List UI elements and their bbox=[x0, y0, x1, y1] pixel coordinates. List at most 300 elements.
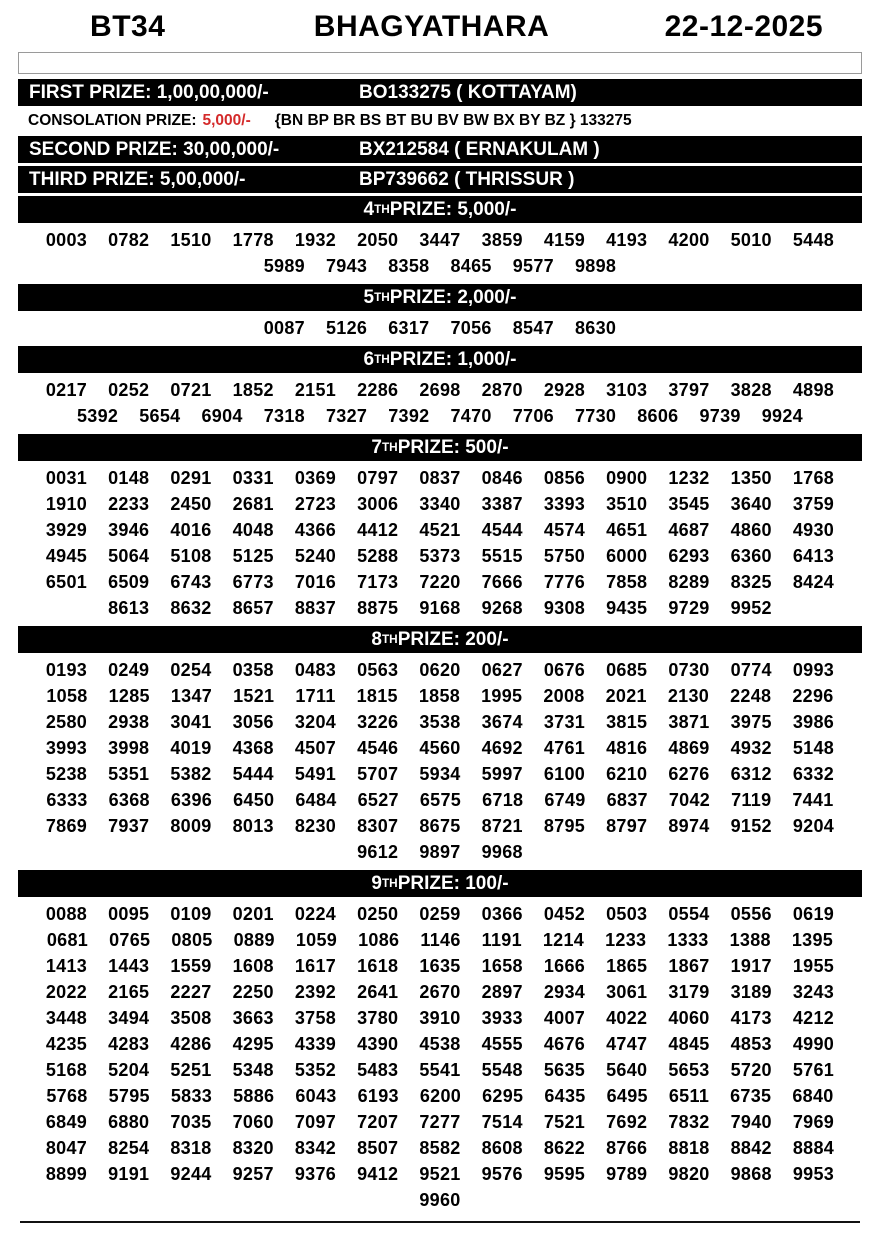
prize-number: 1815 bbox=[356, 686, 398, 706]
prize-number: 6368 bbox=[108, 790, 150, 810]
prize-number: 2286 bbox=[357, 380, 399, 400]
prize-number: 5148 bbox=[792, 738, 835, 758]
prize-number: 4507 bbox=[294, 738, 337, 758]
prize-number: 3393 bbox=[543, 494, 586, 514]
tier-header-4th: 4 TH PRIZE: 5,000/- bbox=[18, 196, 862, 223]
prize-number: 7776 bbox=[543, 572, 586, 592]
prize-number: 2450 bbox=[170, 494, 212, 514]
prize-number: 0900 bbox=[606, 468, 648, 488]
prize-number: 2580 bbox=[45, 712, 88, 732]
prize-number: 0249 bbox=[108, 660, 150, 680]
prize-number: 8325 bbox=[730, 572, 772, 592]
prize-number: 6396 bbox=[170, 790, 213, 810]
tier-header-9th: 9 TH PRIZE: 100/- bbox=[18, 870, 862, 897]
prize-number: 4538 bbox=[419, 1034, 461, 1054]
prize-number: 8630 bbox=[575, 318, 617, 338]
prize-number: 4687 bbox=[668, 520, 710, 540]
prize-number: 1711 bbox=[295, 686, 336, 706]
prize-number: 8675 bbox=[419, 816, 461, 836]
prize-number: 9204 bbox=[792, 816, 835, 836]
prize-number: 5382 bbox=[170, 764, 212, 784]
prize-number: 0109 bbox=[170, 904, 212, 924]
prize-number: 0291 bbox=[170, 468, 212, 488]
bottom-divider bbox=[20, 1221, 860, 1223]
prize-number: 1146 bbox=[420, 930, 461, 950]
prize-number: 4286 bbox=[170, 1034, 212, 1054]
prize-number: 8318 bbox=[170, 1138, 212, 1158]
prize-number: 0366 bbox=[481, 904, 523, 924]
number-row bbox=[18, 1109, 862, 1135]
prize-number: 2897 bbox=[481, 982, 523, 1002]
prize-number: 7940 bbox=[730, 1112, 772, 1132]
prize-number: 4193 bbox=[606, 230, 648, 250]
number-row bbox=[18, 517, 862, 543]
number-row bbox=[18, 1135, 862, 1161]
number-row bbox=[18, 403, 862, 429]
prize-number: 0193 bbox=[45, 660, 88, 680]
prize-number: 5541 bbox=[419, 1060, 461, 1080]
prize-number: 1858 bbox=[418, 686, 461, 706]
prize-number: 5654 bbox=[139, 406, 181, 426]
prize-number: 2250 bbox=[232, 982, 274, 1002]
prize-number: 2641 bbox=[357, 982, 399, 1002]
prize-number: 9924 bbox=[761, 406, 803, 426]
prize-number: 1443 bbox=[108, 956, 150, 976]
prize-number: 1635 bbox=[419, 956, 461, 976]
prize-number: 5768 bbox=[46, 1086, 88, 1106]
number-row bbox=[18, 377, 862, 403]
prize-number: 0483 bbox=[294, 660, 337, 680]
prize-number: 3006 bbox=[357, 494, 399, 514]
prize-number: 0252 bbox=[108, 380, 150, 400]
prize-number: 3993 bbox=[45, 738, 88, 758]
prize-number: 1932 bbox=[294, 230, 337, 250]
prize-number: 4412 bbox=[357, 520, 399, 540]
number-row bbox=[18, 1187, 862, 1213]
number-row bbox=[18, 761, 862, 787]
prize-number: 5548 bbox=[481, 1060, 523, 1080]
prize-number: 8465 bbox=[450, 256, 492, 276]
prize-number: 1086 bbox=[358, 930, 400, 950]
prize-number: 0620 bbox=[419, 660, 461, 680]
prize-number: 4048 bbox=[232, 520, 274, 540]
prize-number: 4845 bbox=[668, 1034, 710, 1054]
prize-number: 3447 bbox=[419, 230, 461, 250]
prize-number: 1865 bbox=[606, 956, 648, 976]
prize-number: 9739 bbox=[699, 406, 741, 426]
prize-number: 0782 bbox=[108, 230, 150, 250]
prize-number: 2723 bbox=[294, 494, 337, 514]
prize-number: 6360 bbox=[730, 546, 772, 566]
prize-number: 5515 bbox=[481, 546, 523, 566]
prize-number: 7730 bbox=[575, 406, 617, 426]
tier-numbers-5th bbox=[18, 314, 862, 343]
prize-number: 8358 bbox=[388, 256, 430, 276]
prize-number: 3041 bbox=[170, 712, 212, 732]
prize-number: 9577 bbox=[512, 256, 554, 276]
prize-number: 4173 bbox=[730, 1008, 772, 1028]
prize-number: 5491 bbox=[294, 764, 337, 784]
prize-number: 9612 bbox=[357, 842, 399, 862]
number-row bbox=[18, 315, 862, 341]
prize-number: 5392 bbox=[77, 406, 119, 426]
prize-number: 6276 bbox=[668, 764, 710, 784]
prize-number: 7220 bbox=[419, 572, 461, 592]
prize-number: 2165 bbox=[108, 982, 150, 1002]
prize-number: 4930 bbox=[792, 520, 835, 540]
prize-number: 9897 bbox=[419, 842, 461, 862]
prize-number: 0676 bbox=[543, 660, 586, 680]
prize-number: 3189 bbox=[730, 982, 772, 1002]
prize-tier-9th bbox=[18, 870, 862, 1215]
number-row bbox=[18, 465, 862, 491]
number-row bbox=[18, 839, 862, 865]
prize-number: 5348 bbox=[232, 1060, 274, 1080]
prize-number: 3758 bbox=[294, 1008, 337, 1028]
tier-numbers-8th bbox=[18, 656, 862, 867]
prize-number: 4016 bbox=[170, 520, 212, 540]
prize-number: 4022 bbox=[606, 1008, 648, 1028]
consolation-series: {BN BP BR BS BT BU BV BW BX BY BZ } 133275 bbox=[274, 112, 632, 129]
prize-number: 0765 bbox=[109, 930, 151, 950]
prize-number: 2934 bbox=[543, 982, 586, 1002]
prize-number: 6484 bbox=[295, 790, 337, 810]
prize-number: 3538 bbox=[419, 712, 461, 732]
prize-number: 5448 bbox=[792, 230, 835, 250]
prize-number: 0993 bbox=[792, 660, 835, 680]
prize-number: 5010 bbox=[730, 230, 772, 250]
prize-number: 4932 bbox=[730, 738, 772, 758]
prize-number: 5989 bbox=[263, 256, 305, 276]
prize-number: 2021 bbox=[605, 686, 647, 706]
prize-number: 6735 bbox=[730, 1086, 772, 1106]
prize-tier-5th bbox=[18, 284, 862, 343]
prize-number: 2870 bbox=[481, 380, 523, 400]
prize-number: 0452 bbox=[543, 904, 586, 924]
tier-numbers-6th bbox=[18, 376, 862, 431]
prize-number: 3340 bbox=[419, 494, 461, 514]
prize-number: 6193 bbox=[357, 1086, 399, 1106]
number-row bbox=[18, 979, 862, 1005]
consolation-row bbox=[18, 109, 862, 133]
prize-number: 1059 bbox=[295, 930, 338, 950]
prize-number: 5483 bbox=[357, 1060, 399, 1080]
prize-number: 1910 bbox=[45, 494, 88, 514]
prize-number: 0681 bbox=[46, 930, 89, 950]
prize-number: 1658 bbox=[481, 956, 523, 976]
prize-number: 7470 bbox=[450, 406, 492, 426]
number-row bbox=[18, 595, 862, 621]
prize-number: 9191 bbox=[108, 1164, 150, 1184]
prize-number: 3946 bbox=[108, 520, 150, 540]
third-prize-label: THIRD PRIZE: 5,00,000/- bbox=[29, 168, 246, 190]
prize-number: 0805 bbox=[171, 930, 213, 950]
prize-number: 2698 bbox=[419, 380, 461, 400]
lottery-name: BHAGYATHARA bbox=[313, 10, 550, 43]
prize-number: 4651 bbox=[606, 520, 648, 540]
prize-number: 6413 bbox=[792, 546, 835, 566]
prize-number: 1768 bbox=[792, 468, 835, 488]
prize-number: 4200 bbox=[668, 230, 710, 250]
tier-numbers-4th bbox=[18, 226, 862, 281]
prize-number: 3061 bbox=[606, 982, 648, 1002]
consolation-label: CONSOLATION PRIZE: bbox=[28, 112, 197, 129]
prize-number: 8230 bbox=[294, 816, 337, 836]
prize-number: 8842 bbox=[730, 1138, 772, 1158]
prize-number: 0250 bbox=[357, 904, 399, 924]
prize-number: 2008 bbox=[543, 686, 585, 706]
prize-number: 1413 bbox=[45, 956, 88, 976]
prize-number: 6837 bbox=[606, 790, 648, 810]
prize-number: 1395 bbox=[791, 930, 834, 950]
number-row bbox=[18, 1161, 862, 1187]
number-row bbox=[18, 253, 862, 279]
number-row bbox=[18, 1031, 862, 1057]
prize-number: 0148 bbox=[108, 468, 150, 488]
prize-number: 1510 bbox=[170, 230, 212, 250]
prize-number: 4676 bbox=[543, 1034, 586, 1054]
third-prize-winner: BP739662 ( THRISSUR ) bbox=[359, 168, 575, 190]
prize-number: 1617 bbox=[294, 956, 337, 976]
prize-number: 6527 bbox=[357, 790, 399, 810]
prize-number: 5795 bbox=[108, 1086, 150, 1106]
number-row bbox=[18, 1057, 862, 1083]
prize-number: 1917 bbox=[730, 956, 772, 976]
prize-number: 3056 bbox=[232, 712, 274, 732]
prize-number: 0730 bbox=[668, 660, 710, 680]
prize-number: 6749 bbox=[544, 790, 586, 810]
prize-number: 5635 bbox=[543, 1060, 586, 1080]
prize-number: 0087 bbox=[263, 318, 305, 338]
prize-number: 5064 bbox=[108, 546, 150, 566]
prize-number: 0685 bbox=[606, 660, 648, 680]
prize-number: 0259 bbox=[419, 904, 461, 924]
prize-number: 9868 bbox=[730, 1164, 772, 1184]
prize-number: 7969 bbox=[792, 1112, 835, 1132]
prize-number: 6333 bbox=[46, 790, 88, 810]
number-row bbox=[18, 491, 862, 517]
prize-number: 6495 bbox=[606, 1086, 648, 1106]
prize-number: 4761 bbox=[543, 738, 586, 758]
prize-number: 7119 bbox=[731, 790, 772, 810]
prize-number: 5108 bbox=[170, 546, 212, 566]
prize-number: 9960 bbox=[419, 1190, 461, 1210]
prize-number: 4898 bbox=[792, 380, 835, 400]
prize-number: 4574 bbox=[543, 520, 586, 540]
prize-number: 4283 bbox=[108, 1034, 150, 1054]
prize-number: 1233 bbox=[605, 930, 647, 950]
prize-number: 9952 bbox=[730, 598, 772, 618]
prize-number: 4990 bbox=[792, 1034, 835, 1054]
prize-number: 5886 bbox=[233, 1086, 275, 1106]
prize-number: 1058 bbox=[46, 686, 88, 706]
prize-number: 3640 bbox=[730, 494, 772, 514]
prize-number: 8342 bbox=[294, 1138, 337, 1158]
prize-number: 8507 bbox=[357, 1138, 399, 1158]
prize-number: 5126 bbox=[326, 318, 368, 338]
prize-number: 5997 bbox=[481, 764, 523, 784]
prize-number: 7277 bbox=[419, 1112, 461, 1132]
prize-number: 7016 bbox=[294, 572, 337, 592]
prize-number: 1232 bbox=[668, 468, 710, 488]
prize-number: 0503 bbox=[606, 904, 648, 924]
prize-number: 9152 bbox=[730, 816, 772, 836]
prize-number: 5288 bbox=[357, 546, 399, 566]
prize-number: 3448 bbox=[45, 1008, 88, 1028]
prize-number: 4860 bbox=[730, 520, 772, 540]
prize-number: 4390 bbox=[357, 1034, 399, 1054]
prize-number: 9268 bbox=[481, 598, 523, 618]
prize-number: 1191 bbox=[481, 930, 522, 950]
prize-number: 1955 bbox=[792, 956, 835, 976]
prize-number: 0201 bbox=[232, 904, 274, 924]
prize-number: 2130 bbox=[667, 686, 710, 706]
prize-number: 2392 bbox=[294, 982, 337, 1002]
prize-number: 3226 bbox=[357, 712, 399, 732]
prize-number: 0774 bbox=[730, 660, 772, 680]
prize-number: 1388 bbox=[729, 930, 771, 950]
prize-number: 0095 bbox=[108, 904, 150, 924]
prize-number: 8721 bbox=[481, 816, 523, 836]
prize-number: 8884 bbox=[792, 1138, 835, 1158]
prize-tiers bbox=[18, 196, 862, 1215]
number-row bbox=[18, 787, 862, 813]
prize-tier-8th bbox=[18, 626, 862, 867]
tier-numbers-9th bbox=[18, 900, 862, 1215]
prize-number: 3933 bbox=[481, 1008, 523, 1028]
prize-number: 7042 bbox=[668, 790, 711, 810]
first-prize-bar bbox=[18, 79, 862, 106]
prize-number: 7514 bbox=[481, 1112, 523, 1132]
prize-number: 3815 bbox=[606, 712, 648, 732]
prize-number: 7318 bbox=[263, 406, 305, 426]
number-row bbox=[18, 569, 862, 595]
prize-number: 8657 bbox=[232, 598, 274, 618]
prize-number: 7692 bbox=[606, 1112, 648, 1132]
prize-number: 3545 bbox=[668, 494, 710, 514]
prize-number: 6501 bbox=[45, 572, 88, 592]
prize-number: 8289 bbox=[668, 572, 710, 592]
prize-number: 9968 bbox=[481, 842, 523, 862]
prize-number: 0217 bbox=[45, 380, 88, 400]
prize-number: 3179 bbox=[668, 982, 710, 1002]
prize-number: 6575 bbox=[419, 790, 462, 810]
prize-number: 5750 bbox=[543, 546, 586, 566]
prize-number: 8307 bbox=[357, 816, 399, 836]
prize-number: 8837 bbox=[294, 598, 337, 618]
prize-number: 6904 bbox=[201, 406, 243, 426]
prize-number: 4235 bbox=[45, 1034, 88, 1054]
prize-number: 9412 bbox=[357, 1164, 399, 1184]
prize-number: 9435 bbox=[606, 598, 648, 618]
prize-number: 1347 bbox=[170, 686, 213, 706]
prize-number: 5168 bbox=[45, 1060, 88, 1080]
prize-number: 8613 bbox=[108, 598, 150, 618]
tier-header-7th: 7 TH PRIZE: 500/- bbox=[18, 434, 862, 461]
prize-number: 2022 bbox=[45, 982, 88, 1002]
prize-number: 1666 bbox=[543, 956, 586, 976]
prize-number: 8424 bbox=[792, 572, 835, 592]
prize-number: 6880 bbox=[108, 1112, 150, 1132]
prize-number: 3998 bbox=[108, 738, 150, 758]
prize-number: 7035 bbox=[170, 1112, 212, 1132]
prize-number: 7937 bbox=[108, 816, 150, 836]
prize-number: 9820 bbox=[668, 1164, 710, 1184]
prize-number: 3731 bbox=[543, 712, 586, 732]
prize-number: 1285 bbox=[108, 686, 150, 706]
prize-number: 3859 bbox=[481, 230, 523, 250]
prize-number: 3975 bbox=[730, 712, 772, 732]
prize-number: 4692 bbox=[481, 738, 523, 758]
tier-header-5th: 5 TH PRIZE: 2,000/- bbox=[18, 284, 862, 311]
prize-number: 6511 bbox=[668, 1086, 710, 1106]
number-row bbox=[18, 227, 862, 253]
prize-number: 5251 bbox=[170, 1060, 212, 1080]
prize-number: 8899 bbox=[45, 1164, 88, 1184]
prize-number: 6043 bbox=[295, 1086, 337, 1106]
prize-number: 8974 bbox=[668, 816, 710, 836]
tier-header-8th: 8 TH PRIZE: 200/- bbox=[18, 626, 862, 653]
prize-number: 3508 bbox=[170, 1008, 212, 1028]
prize-number: 3663 bbox=[232, 1008, 274, 1028]
prize-number: 4747 bbox=[606, 1034, 648, 1054]
prize-number: 8875 bbox=[357, 598, 399, 618]
third-prize-bar bbox=[18, 166, 862, 193]
number-row bbox=[18, 813, 862, 839]
prize-number: 0031 bbox=[45, 468, 88, 488]
prize-number: 0856 bbox=[543, 468, 586, 488]
prize-number: 3780 bbox=[357, 1008, 399, 1028]
prize-number: 1333 bbox=[667, 930, 709, 950]
prize-number: 8766 bbox=[606, 1138, 648, 1158]
prize-number: 6718 bbox=[482, 790, 524, 810]
prize-number: 7060 bbox=[232, 1112, 274, 1132]
prize-number: 9168 bbox=[419, 598, 461, 618]
prize-number: 8254 bbox=[108, 1138, 150, 1158]
prize-number: 1214 bbox=[542, 930, 585, 950]
prize-number: 7441 bbox=[792, 790, 834, 810]
number-row bbox=[18, 709, 862, 735]
tier-numbers-7th bbox=[18, 464, 862, 623]
prize-number: 2296 bbox=[792, 686, 834, 706]
prize-number: 8608 bbox=[481, 1138, 523, 1158]
prize-number: 7392 bbox=[388, 406, 430, 426]
prize-number: 0837 bbox=[419, 468, 461, 488]
prize-number: 5707 bbox=[357, 764, 399, 784]
prize-number: 9257 bbox=[232, 1164, 274, 1184]
prize-number: 5125 bbox=[232, 546, 274, 566]
prize-number: 4366 bbox=[294, 520, 337, 540]
prize-number: 6293 bbox=[668, 546, 710, 566]
prize-number: 7869 bbox=[45, 816, 88, 836]
prize-number: 0369 bbox=[294, 468, 337, 488]
prize-number: 1559 bbox=[170, 956, 212, 976]
prize-number: 7327 bbox=[326, 406, 368, 426]
prize-number: 5240 bbox=[294, 546, 337, 566]
prize-number: 7521 bbox=[543, 1112, 586, 1132]
prize-number: 2050 bbox=[357, 230, 399, 250]
prize-number: 4159 bbox=[543, 230, 586, 250]
prize-number: 4555 bbox=[481, 1034, 523, 1054]
prize-number: 0254 bbox=[170, 660, 212, 680]
prize-number: 5373 bbox=[419, 546, 461, 566]
prize-number: 0003 bbox=[45, 230, 88, 250]
prize-number: 4295 bbox=[232, 1034, 274, 1054]
prize-number: 3986 bbox=[792, 712, 835, 732]
prize-number: 7832 bbox=[668, 1112, 710, 1132]
prize-number: 3759 bbox=[792, 494, 835, 514]
prize-number: 5653 bbox=[668, 1060, 710, 1080]
